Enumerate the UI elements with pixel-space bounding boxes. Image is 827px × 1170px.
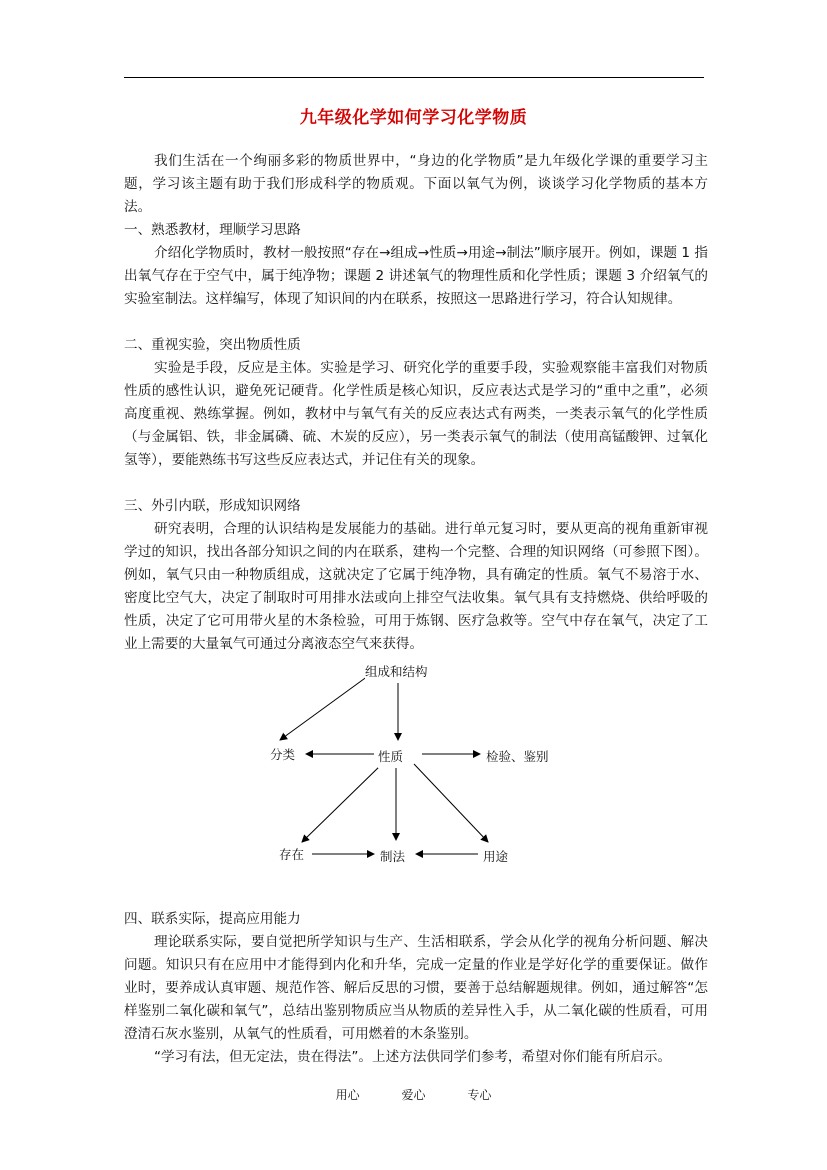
arrow-property-to-existence: [302, 764, 382, 842]
section-body-1: 介绍化学物质时，教材一般按照“存在→组成→性质→用途→制法”顺序展开。例如，课题 1 指出氧气存在于空气中，属于纯净物；课题 2 讲述氧气的物理性质和化学性质；课题 3 介绍氧气的实验室制法。这样编写，体现了知识间的内在联系，按照这一思路进行学习，符合认知规律。: [124, 245, 708, 307]
section-heading-3: 三、外引内联，形成知识网络: [124, 498, 301, 514]
node-composition-structure: 组成和结构: [365, 660, 428, 683]
node-preparation: 制法: [380, 845, 405, 868]
closing-paragraph: “学习有法，但无定法，贵在得法”。上述方法供同学们参考，希望对你们能有所启示。: [154, 1049, 672, 1065]
section-heading-2: 二、重视实验，突出物质性质: [124, 337, 301, 353]
node-property: 性质: [378, 745, 403, 768]
section-heading-4: 四、联系实际，提高应用能力: [124, 911, 301, 927]
node-classification: 分类: [270, 743, 295, 766]
page-title: 九年级化学如何学习化学物质: [299, 108, 528, 128]
section-heading-1: 一、熟悉教材，理顺学习思路: [124, 222, 301, 238]
article-body: [124, 150, 708, 1069]
diagram-arrows: [124, 660, 708, 880]
intro-paragraph: 我们生活在一个绚丽多彩的物质世界中，“身边的化学物质”是九年级化学课的重要学习主题，学习该主题有助于我们形成科学的物质观。下面以氧气为例，谈谈学习化学物质的基本方法。: [124, 153, 708, 215]
arrow-structure-to-classification: [280, 676, 368, 740]
knowledge-network-diagram: [124, 660, 708, 880]
section-body-3: 研究表明，合理的认识结构是发展能力的基础。进行单元复习时，要从更高的视角重新审视学过的知识，找出各部分知识之间的内在联系，建构一个完整、合理的知识网络（可参照下图）。例如，氧气只由一种物质组成，这就决定了它属于纯净物，具有确定的性质。氧气不易溶于水、密度比空气大，决定了制取时可用排水法或向上排空气法收集。氧气具有支持燃烧、供给呼吸的性质，决定了它可用带火星的木条检验，可用于炼钢、医疗急救等。空气中存在氧气，决定了工业上需要的大量氧气可通过分离液态空气来获得。: [124, 521, 708, 652]
footer-motto-2: 爱心: [401, 1088, 426, 1102]
arrow-property-to-use: [414, 764, 488, 842]
footer-motto-1: 用心: [335, 1088, 360, 1102]
section-body-4: 理论联系实际，要自觉把所学知识与生产、生活相联系，学会从化学的视角分析问题、解决问题。知识只有在应用中才能得到内化和升华，完成一定量的作业是学好化学的重要保证。做作业时，要养成认真审题、规范作答、解后反思的习惯，要善于总结解题规律。例如，通过解答“怎样鉴别二氧化碳和氧气”，总结出鉴别物质应当从物质的差异性入手，从二氧化碳的性质看，可用澄清石灰水鉴别，从氧气的性质看，可用燃着的木条鉴别。: [124, 934, 708, 1042]
page-footer: [0, 1086, 827, 1103]
footer-motto-3: 专心: [467, 1088, 492, 1102]
node-use: 用途: [483, 845, 508, 868]
section-body-2: 实验是手段，反应是主体。实验是学习、研究化学的重要手段，实验观察能丰富我们对物质性质的感性认识，避免死记硬背。化学性质是核心知识，反应表达式是学习的“重中之重”，必须高度重视、熟练掌握。例如，教材中与氧气有关的反应表达式有两类，一类表示氧气的化学性质（与金属铝、铁，非金属磷、硫、木炭的反应），另一类表示氧气的制法（使用高锰酸钾、过氧化氢等），要能熟练书写这些反应表达式，并记住有关的现象。: [124, 360, 708, 468]
node-existence: 存在: [279, 843, 304, 866]
node-testing-identification: 检验、鉴别: [486, 745, 549, 768]
header-rule: [124, 77, 704, 78]
